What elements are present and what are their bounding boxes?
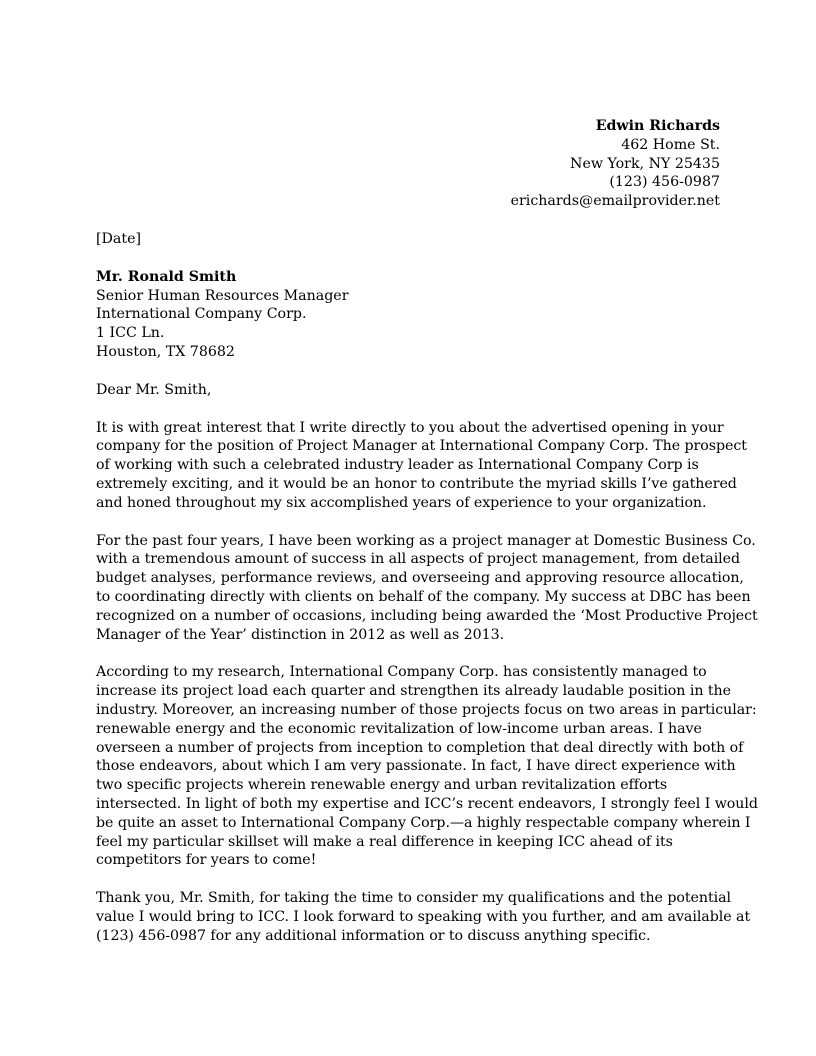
sender-block bbox=[96, 117, 720, 211]
paragraph-line: extremely exciting, and it would be an honor to contribute the myriad skills I’ve gathered bbox=[96, 475, 737, 492]
paragraph-line: competitors for years to come! bbox=[96, 852, 317, 869]
paragraph-line: and honed throughout my six accomplished years of experience to your organization. bbox=[96, 494, 707, 511]
paragraph-line: to coordinating directly with clients on behalf of the company. My success at DBC has been bbox=[96, 588, 751, 605]
paragraph-line: increase its project load each quarter and strengthen its already laudable position in the bbox=[96, 683, 731, 700]
letter-page bbox=[96, 117, 758, 945]
sender-email: erichards@emailprovider.net bbox=[510, 193, 720, 210]
letter-date: [Date] bbox=[96, 230, 142, 247]
paragraph-line: those endeavors, about which I am very passionate. In fact, I have direct experience with bbox=[96, 758, 736, 775]
recipient-block bbox=[96, 268, 720, 362]
paragraph-line: with a tremendous amount of success in all aspects of project management, from detailed bbox=[96, 551, 741, 568]
recipient-name: Mr. Ronald Smith bbox=[96, 268, 237, 285]
paragraph-line: Manager of the Year’ distinction in 2012 as well as 2013. bbox=[96, 626, 505, 643]
salutation: Dear Mr. Smith, bbox=[96, 381, 212, 398]
recipient-city-state-zip: Houston, TX 78682 bbox=[96, 343, 235, 360]
body-paragraph-3 bbox=[96, 663, 758, 870]
paragraph-line: According to my research, International Company Corp. has consistently managed to bbox=[96, 664, 707, 681]
paragraph-line: two specific projects wherein renewable energy and urban revitalization efforts bbox=[96, 777, 668, 794]
paragraph-line: recognized on a number of occasions, including being awarded the ‘Most Productive Project bbox=[96, 607, 758, 624]
paragraph-line: It is with great interest that I write directly to you about the advertised opening in your bbox=[96, 419, 724, 436]
paragraph-line: overseen a number of projects from inception to completion that deal directly with both of bbox=[96, 739, 744, 756]
paragraph-line: (123) 456-0987 for any additional information or to discuss anything specific. bbox=[96, 927, 651, 944]
recipient-company: International Company Corp. bbox=[96, 306, 307, 323]
sender-city-state-zip: New York, NY 25435 bbox=[570, 155, 720, 172]
paragraph-line: industry. Moreover, an increasing number of those projects focus on two areas in particular: bbox=[96, 701, 757, 718]
sender-street: 462 Home St. bbox=[621, 136, 720, 153]
recipient-street: 1 ICC Ln. bbox=[96, 325, 165, 342]
recipient-title: Senior Human Resources Manager bbox=[96, 287, 349, 304]
paragraph-line: budget analyses, performance reviews, and overseeing and approving resource allocation, bbox=[96, 570, 744, 587]
body-paragraph-4 bbox=[96, 889, 751, 945]
paragraph-line: of working with such a celebrated industry leader as International Company Corp is bbox=[96, 457, 699, 474]
body-paragraph-2 bbox=[96, 532, 758, 645]
paragraph-line: company for the position of Project Manager at International Company Corp. The prospect bbox=[96, 438, 747, 455]
body-paragraph-1 bbox=[96, 419, 747, 513]
sender-phone: (123) 456-0987 bbox=[609, 174, 720, 191]
paragraph-line: For the past four years, I have been working as a project manager at Domestic Business Co. bbox=[96, 532, 756, 549]
paragraph-line: intersected. In light of both my expertise and ICC’s recent endeavors, I strongly feel I would bbox=[96, 795, 758, 812]
paragraph-line: feel my particular skillset will make a real difference in keeping ICC ahead of its bbox=[96, 833, 673, 850]
paragraph-line: Thank you, Mr. Smith, for taking the time to consider my qualifications and the potential bbox=[96, 890, 731, 907]
paragraph-line: value I would bring to ICC. I look forward to speaking with you further, and am available at bbox=[96, 908, 751, 925]
sender-name: Edwin Richards bbox=[595, 118, 720, 134]
paragraph-line: be quite an asset to International Company Corp.—a highly respectable company wherein I bbox=[96, 814, 751, 831]
paragraph-line: renewable energy and the economic revitalization of low-income urban areas. I have bbox=[96, 720, 702, 737]
